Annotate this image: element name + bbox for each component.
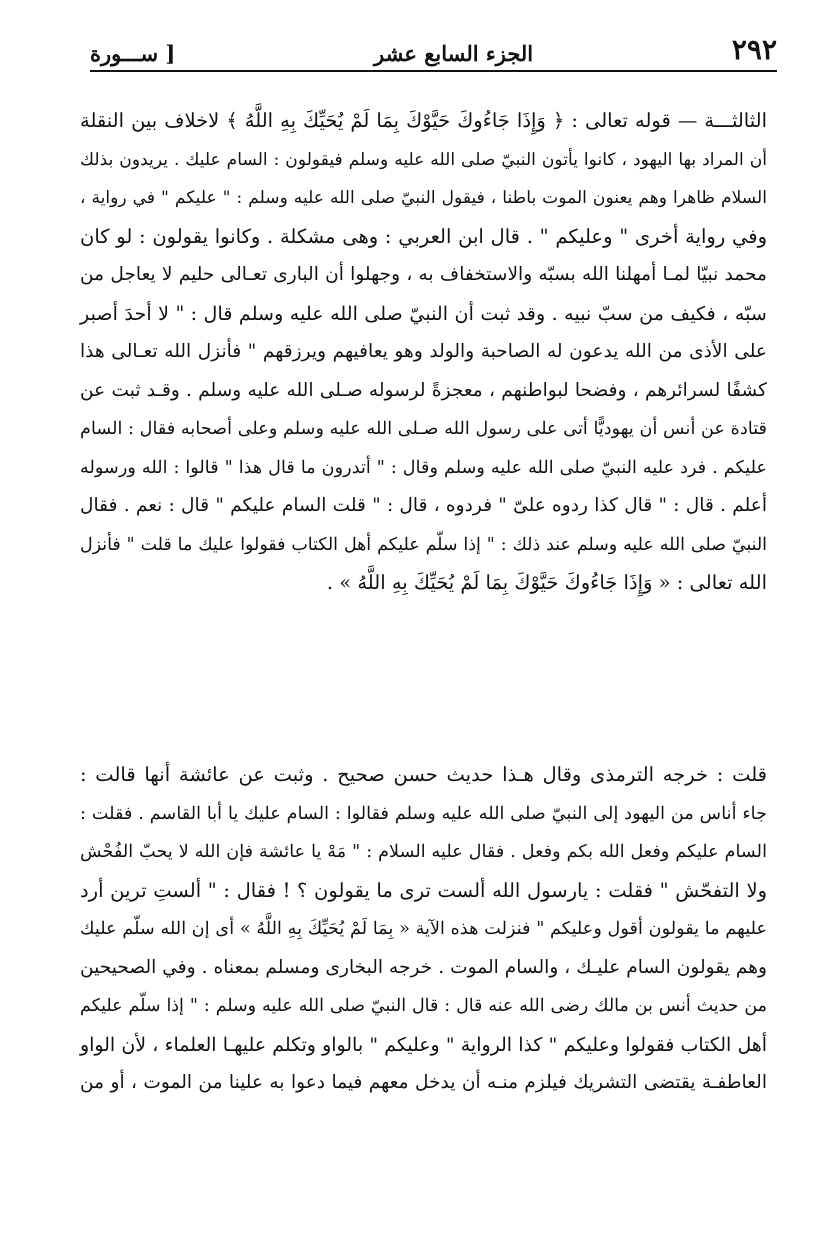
header-rule: [90, 70, 777, 72]
text-line: جاء أناس من اليهود إلى النبيّ صلى الله عليه وسلم فقالوا : السام عليك يا أبا القاسم . فقلت :: [80, 803, 767, 824]
text-line: كشفًا لسرائرهم ، وفضحا لبواطنهم ، معجزةً لرسوله صـلى الله عليه وسلم . وقـد ثبت عن: [80, 379, 767, 401]
text-line: سبّه ، فكيف من سبّ نبيه . وقد ثبت أن النبيّ صلى الله عليه وسلم قال : " لا أحدَ أصبر: [80, 301, 767, 325]
page-header: [90, 22, 777, 66]
surah-label: [ ســـورة: [90, 41, 176, 66]
text-line: أهل الكتاب فقولوا وعليكم " كذا الرواية " وعليكم " بالواو وتكلم عليهـا العلماء ، لأن الواو: [80, 1033, 767, 1056]
text-line: محمد نبيّا لمـا أمهلنا الله بسبّه والاستخفاف به ، وجهلوا أن البارى تعـالى حليم لا يعاجل من: [80, 264, 767, 285]
text-line: على الأذى من الله يدعون له الصاحبة والولد وهو يعافيهم ويرزقهم " فأنزل الله تعـالى هذا: [80, 341, 767, 362]
paragraph-1: [80, 102, 767, 603]
text-line: وهم يقولون السام عليـك ، والسام الموت . خرجه البخارى ومسلم بمعناه . وفي الصحيحين: [80, 956, 767, 978]
text-line: وفي رواية أخرى " وعليكم " . قال ابن العربي : وهى مشكلة . وكانوا يقولون : لو كان: [80, 224, 767, 248]
text-line: الثالثـــة — قوله تعالى : ﴿ وَإِذَا جَاءُوكَ حَيَّوْكَ بِمَا لَمْ يُحَيِّكَ بِهِ اللَّهُ ﴾ لاخلاف بين النقلة: [80, 109, 767, 132]
text-line: أعلم . قال : " قال كذا ردوه علىّ " فردوه ، قال : " قلت السام عليكم " قال : نعم . فقال: [80, 495, 767, 516]
paragraph-2: [80, 756, 767, 1103]
text-line: الله تعالى : « وَإِذَا جَاءُوكَ حَيَّوْكَ بِمَا لَمْ يُحَيِّكَ بِهِ اللَّهُ » .: [326, 571, 767, 594]
text-line: قلت : خرجه الترمذى وقال هـذا حديث حسن صحيح . وثبت عن عائشة أنها قالت :: [80, 763, 767, 786]
text-line: من حديث أنس بن مالك رضى الله عنه قال : قال النبيّ صلى الله عليه وسلم : " إذا سلّم عليكم: [80, 996, 767, 1016]
page-number: ٢٩٢: [731, 33, 777, 66]
text-line: النبيّ صلى الله عليه وسلم عند ذلك : " إذا سلّم عليكم أهل الكتاب فقولوا عليك ما قلت " فأنزل: [80, 534, 767, 555]
text-line: أن المراد بها اليهود ، كانوا يأتون النبيّ صلى الله عليه وسلم فيقولون : السام عليك . يريدون بذلك: [80, 149, 767, 170]
text-line: ولا التفحّش " فقلت : يارسول الله ألست ترى ما يقولون ؟ ! فقال : " ألستِ ترين أرد: [80, 878, 767, 902]
running-title: الجزء السابع عشر: [374, 41, 534, 66]
text-line: عليهم ما يقولون أقول وعليكم " فنزلت هذه الآية « بِمَا لَمْ يُحَيِّكَ بِهِ اللَّهُ » أى إن الله سلّم عليك: [80, 919, 767, 939]
text-line: السلام ظاهرا وهم يعنون الموت باطنا ، فيقول النبيّ صلى الله عليه وسلم : " عليكم " في رواية ،: [80, 188, 767, 208]
text-line: السام عليكم وفعل الله بكم وفعل . فقال عليه السلام : " مَهْ يا عائشة فإن الله لا يحبّ الفُحْش: [80, 842, 767, 862]
text-line: قتادة عن أنس أن يهوديًّا أتى على رسول الله صـلى الله عليه وسلم وعلى أصحابه فقال : السام: [80, 419, 767, 439]
text-line: عليكم . فرد عليه النبيّ صلى الله عليه وسلم وقال : " أتدرون ما قال هذا " قالوا : الله ورسوله: [80, 457, 767, 478]
text-line: العاطفـة يقتضى التشريك فيلزم منـه أن يدخل معهم فيما دعوا به علينا من الموت ، أو من: [80, 1072, 767, 1093]
